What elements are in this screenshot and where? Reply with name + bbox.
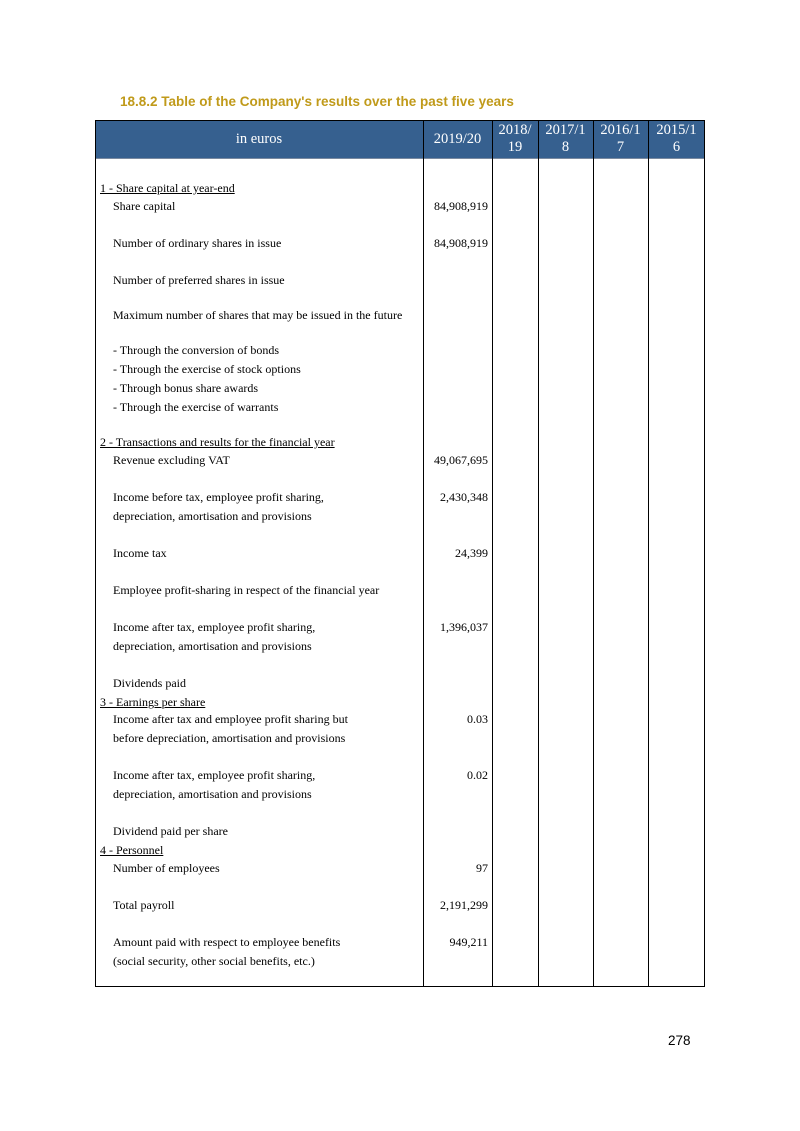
header-cell-2015-16: 2015/1 6 — [656, 122, 697, 155]
row-label: depreciation, amortisation and provisions — [113, 639, 312, 653]
row-value-2019-20: 49,067,695 — [434, 453, 488, 467]
row-label: depreciation, amortisation and provisions — [113, 509, 312, 523]
row-label: Maximum number of shares that may be issued in the future — [113, 308, 403, 322]
col-border-right — [704, 120, 705, 987]
header-cell-2019-20: 2019/20 — [433, 130, 482, 147]
section-label: 3 - Earnings per share — [100, 695, 206, 709]
page-number: 278 — [668, 1033, 691, 1048]
row-value-2019-20: 0.02 — [467, 768, 488, 782]
row-label: Dividends paid — [113, 676, 186, 690]
row-value-2019-20: 84,908,919 — [434, 199, 488, 213]
row-label: Income before tax, employee profit sharing, — [113, 490, 324, 504]
col-border-5 — [648, 120, 649, 987]
row-label: before depreciation, amortisation and provisions — [113, 731, 346, 745]
row-value-2019-20: 949,211 — [449, 935, 488, 949]
table-top-border — [95, 120, 705, 121]
row-label: Income after tax, employee profit sharing, — [113, 768, 316, 782]
col-border-1 — [423, 120, 424, 987]
col-border-2 — [492, 120, 493, 987]
section-label: 2 - Transactions and results for the financial year — [100, 435, 335, 449]
row-label: Income after tax, employee profit sharing, — [113, 620, 316, 634]
header-cell-in-euros: in euros — [235, 130, 283, 147]
row-value-2019-20: 97 — [476, 861, 488, 875]
row-label: Number of employees — [113, 861, 220, 875]
row-label: Dividend paid per share — [113, 824, 228, 838]
row-value-2019-20: 2,191,299 — [440, 898, 488, 912]
section-label: 1 - Share capital at year-end — [100, 181, 235, 195]
table-header — [95, 120, 705, 158]
header-cell-2018-19: 2018/ 19 — [498, 122, 532, 155]
row-label: Employee profit-sharing in respect of the financial year — [113, 583, 380, 597]
row-label: Amount paid with respect to employee benefits — [113, 935, 341, 949]
row-label: Revenue excluding VAT — [113, 453, 230, 467]
col-border-3 — [538, 120, 539, 987]
row-label: Income after tax and employee profit sharing but — [113, 712, 348, 726]
col-border-left — [95, 120, 96, 987]
row-label: Number of preferred shares in issue — [113, 273, 285, 287]
row-label: - Through bonus share awards — [113, 381, 259, 395]
row-label: (social security, other social benefits, etc.) — [113, 954, 315, 968]
row-label: Total payroll — [113, 898, 175, 912]
table-heading: 18.8.2 Table of the Company's results over the past five years — [120, 94, 514, 109]
col-border-4 — [593, 120, 594, 987]
row-value-2019-20: 24,399 — [455, 546, 488, 560]
row-value-2019-20: 2,430,348 — [440, 490, 488, 504]
row-label: Share capital — [113, 199, 176, 213]
header-cell-2016-17: 2016/1 7 — [600, 122, 641, 155]
row-value-2019-20: 1,396,037 — [440, 620, 488, 634]
row-label: - Through the exercise of warrants — [113, 400, 279, 414]
row-value-2019-20: 0.03 — [467, 712, 488, 726]
row-label: - Through the conversion of bonds — [113, 343, 280, 357]
row-label: - Through the exercise of stock options — [113, 362, 301, 376]
row-label: Income tax — [113, 546, 167, 560]
row-label: Number of ordinary shares in issue — [113, 236, 282, 250]
row-label: depreciation, amortisation and provisions — [113, 787, 312, 801]
section-label: 4 - Personnel — [100, 843, 164, 857]
results-table — [95, 120, 705, 987]
header-cell-2017-18: 2017/1 8 — [545, 122, 586, 155]
table-bottom-border — [95, 986, 705, 987]
header-divider — [95, 158, 705, 159]
row-value-2019-20: 84,908,919 — [434, 236, 488, 250]
